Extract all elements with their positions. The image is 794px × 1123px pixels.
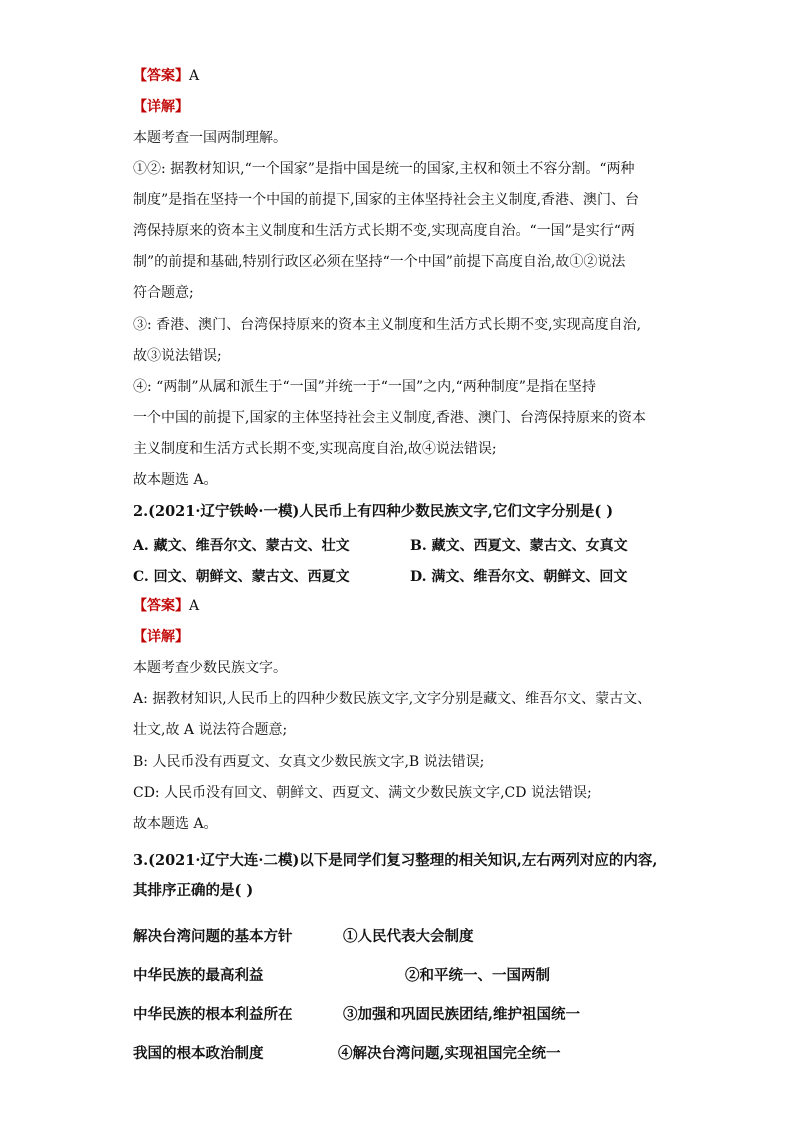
- q1-line-10: 主义制度和生活方式长期不变,实现高度自治,故④说法错误;: [133, 441, 497, 457]
- q2-answer: [133, 597, 199, 615]
- answer-label: 【答案】: [133, 68, 189, 84]
- q2-line-3: B: 人民币没有西夏文、女真文少数民族文字,B 说法错误;: [133, 754, 485, 770]
- answer-value: A: [189, 68, 200, 84]
- q1-line-1: ①②: 据教材知识,“一个国家”是指中国是统一的国家,主权和领土不容分割。“两种: [133, 161, 635, 177]
- q3-stem-line-2: 其排序正确的是( ): [133, 882, 254, 899]
- q2-stem: 2.(2021·辽宁铁岭·一模)人民币上有四种少数民族文字,它们文字分别是( ): [133, 503, 614, 520]
- q1-line-0: 本题考查一国两制理解。: [133, 130, 287, 146]
- q2-option-a: A. 藏文、维吾尔文、蒙古文、壮文: [133, 538, 350, 554]
- q2-line-0: 本题考查少数民族文字。: [133, 660, 287, 676]
- q3-left-item-4: 我国的根本政治制度: [133, 1045, 264, 1062]
- q1-line-5: 符合题意;: [133, 285, 194, 301]
- q2-line-4: CD: 人民币没有回文、朝鲜文、西夏文、满文少数民族文字,CD 说法错误;: [133, 785, 592, 801]
- q1-detail-label: 【详解】: [133, 99, 189, 115]
- answer-value: A: [189, 598, 200, 614]
- q1-line-6: ③: 香港、澳门、台湾保持原来的资本主义制度和生活方式长期不变,实现高度自治,: [133, 317, 642, 333]
- q2-option-b: B. 藏文、西夏文、蒙古文、女真文: [410, 538, 628, 554]
- q1-line-7: 故③说法错误;: [133, 348, 222, 364]
- q2-line-5: 故本题选 A。: [133, 816, 218, 832]
- q3-left-item-1: 解决台湾问题的基本方针: [133, 928, 293, 945]
- q1-answer: [133, 67, 199, 85]
- q3-left-item-3: 中华民族的根本利益所在: [133, 1006, 293, 1023]
- q1-line-3: 湾保持原来的资本主义制度和生活方式长期不变,实现高度自治。“一国”是实行“两: [133, 223, 635, 239]
- q2-line-2: 壮文,故 A 说法符合题意;: [133, 722, 288, 738]
- q1-line-4: 制”的前提和基础,特别行政区必须在坚持“一个中国”前提下高度自治,故①②说法: [133, 254, 626, 270]
- q3-right-item-3: ③加强和巩固民族团结,维护祖国统一: [343, 1006, 581, 1023]
- q1-line-8: ④: “两制”从属和派生于“一国”并统一于“一国”之内,“两种制度”是指在坚持: [133, 379, 596, 395]
- q1-line-9: 一个中国的前提下,国家的主体坚持社会主义制度,香港、澳门、台湾保持原来的资本: [133, 410, 646, 426]
- q3-right-item-1: ①人民代表大会制度: [343, 928, 474, 945]
- q1-line-2: 制度”是指在坚持一个中国的前提下,国家的主体坚持社会主义制度,香港、澳门、台: [133, 192, 640, 208]
- q2-detail-label: 【详解】: [133, 629, 189, 645]
- q3-left-item-2: 中华民族的最高利益: [133, 967, 264, 984]
- q3-stem-line-1: 3.(2021·辽宁大连·二模)以下是同学们复习整理的相关知识,左右两列对应的内容,: [133, 852, 658, 869]
- answer-label: 【答案】: [133, 598, 189, 614]
- q1-line-11: 故本题选 A。: [133, 472, 218, 488]
- q2-option-c: C. 回文、朝鲜文、蒙古文、西夏文: [133, 569, 350, 585]
- q2-line-1: A: 据教材知识,人民币上的四种少数民族文字,文字分别是藏文、维吾尔文、蒙古文、: [133, 691, 652, 707]
- q3-right-item-2: ②和平统一、一国两制: [405, 967, 550, 984]
- q2-option-d: D. 满文、维吾尔文、朝鲜文、回文: [410, 569, 628, 585]
- q3-right-item-4: ④解决台湾问题,实现祖国完全统一: [338, 1045, 561, 1062]
